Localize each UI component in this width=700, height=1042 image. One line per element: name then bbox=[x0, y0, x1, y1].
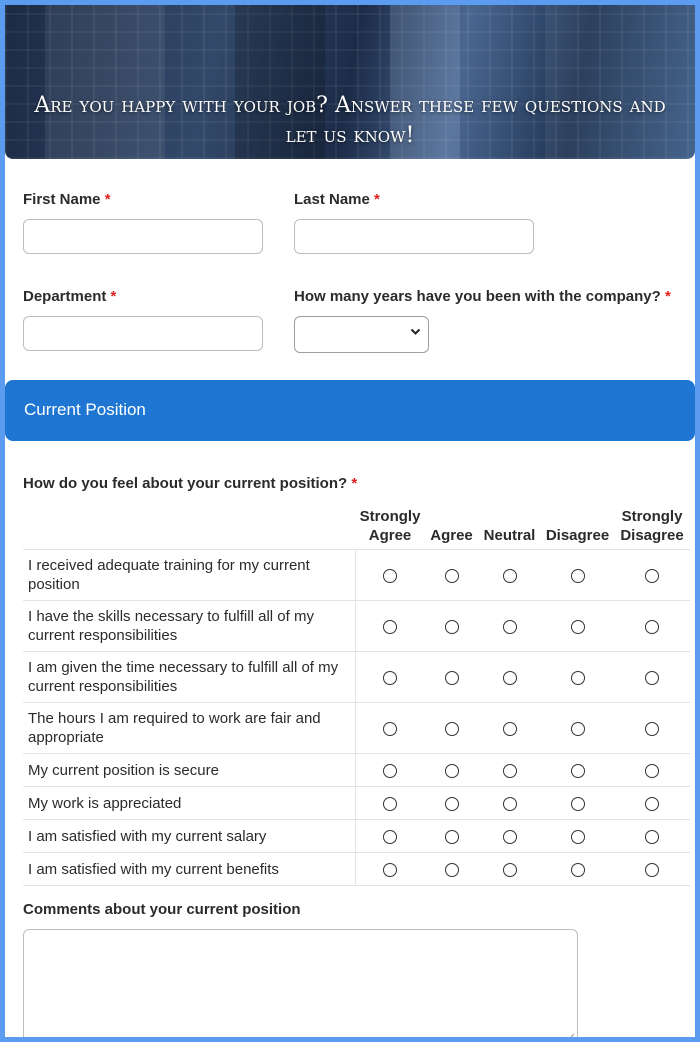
matrix-header-row bbox=[23, 505, 690, 550]
matrix-row-label: My work is appreciated bbox=[23, 787, 355, 820]
radio-neutral[interactable] bbox=[503, 764, 517, 778]
radio-strongly-agree[interactable] bbox=[383, 764, 397, 778]
radio-strongly-disagree[interactable] bbox=[645, 722, 659, 736]
radio-disagree[interactable] bbox=[571, 569, 585, 583]
radio-strongly-agree[interactable] bbox=[383, 620, 397, 634]
matrix-row-label: I received adequate training for my current position bbox=[23, 550, 355, 601]
form-container bbox=[5, 5, 695, 1037]
first-name-label: First Name * bbox=[23, 191, 111, 208]
radio-neutral[interactable] bbox=[503, 722, 517, 736]
radio-neutral[interactable] bbox=[503, 620, 517, 634]
resize-handle-icon[interactable] bbox=[567, 1033, 575, 1037]
matrix-row bbox=[23, 601, 690, 652]
matrix-row bbox=[23, 550, 690, 601]
department-input[interactable] bbox=[23, 316, 263, 351]
department-label: Department * bbox=[23, 288, 117, 305]
radio-neutral[interactable] bbox=[503, 830, 517, 844]
matrix-row bbox=[23, 853, 690, 886]
radio-disagree[interactable] bbox=[571, 764, 585, 778]
matrix-row bbox=[23, 787, 690, 820]
radio-strongly-disagree[interactable] bbox=[645, 764, 659, 778]
radio-disagree[interactable] bbox=[571, 863, 585, 877]
matrix-row-label: My current position is secure bbox=[23, 754, 355, 787]
column-agree: Agree bbox=[430, 527, 473, 544]
years-select[interactable] bbox=[294, 316, 429, 353]
radio-disagree[interactable] bbox=[571, 830, 585, 844]
matrix-row-label: I am satisfied with my current benefits bbox=[23, 853, 355, 886]
radio-disagree[interactable] bbox=[571, 671, 585, 685]
radio-strongly-disagree[interactable] bbox=[645, 863, 659, 877]
radio-strongly-agree[interactable] bbox=[383, 569, 397, 583]
matrix-row-label: I am satisfied with my current salary bbox=[23, 820, 355, 853]
radio-agree[interactable] bbox=[445, 863, 459, 877]
radio-strongly-disagree[interactable] bbox=[645, 569, 659, 583]
section-title: Current Position bbox=[24, 400, 146, 419]
column-strongly-disagree: Strongly Disagree bbox=[620, 508, 684, 544]
comments-textarea[interactable] bbox=[23, 929, 578, 1037]
radio-neutral[interactable] bbox=[503, 569, 517, 583]
matrix-row-label: The hours I am required to work are fair and appropriate bbox=[23, 703, 355, 754]
required-marker: * bbox=[104, 191, 111, 208]
radio-neutral[interactable] bbox=[503, 671, 517, 685]
radio-strongly-agree[interactable] bbox=[383, 671, 397, 685]
radio-agree[interactable] bbox=[445, 722, 459, 736]
radio-agree[interactable] bbox=[445, 671, 459, 685]
radio-strongly-disagree[interactable] bbox=[645, 620, 659, 634]
radio-disagree[interactable] bbox=[571, 620, 585, 634]
required-marker: * bbox=[374, 191, 380, 208]
last-name-label: Last Name * bbox=[294, 191, 380, 208]
chevron-down-icon bbox=[410, 326, 421, 337]
section-header bbox=[5, 380, 695, 441]
required-marker: * bbox=[110, 288, 117, 305]
matrix-row-label: I am given the time necessary to fulfill all of my current responsibilities bbox=[23, 652, 355, 703]
radio-disagree[interactable] bbox=[571, 722, 585, 736]
column-strongly-agree: Strongly Agree bbox=[359, 508, 421, 544]
matrix-row bbox=[23, 703, 690, 754]
comments-label: Comments about your current position bbox=[23, 901, 301, 918]
column-disagree: Disagree bbox=[545, 527, 610, 544]
radio-neutral[interactable] bbox=[503, 863, 517, 877]
required-marker: * bbox=[664, 288, 671, 305]
first-name-input[interactable] bbox=[23, 219, 263, 254]
radio-strongly-agree[interactable] bbox=[383, 722, 397, 736]
radio-strongly-disagree[interactable] bbox=[645, 671, 659, 685]
radio-disagree[interactable] bbox=[571, 797, 585, 811]
radio-strongly-disagree[interactable] bbox=[645, 830, 659, 844]
radio-strongly-disagree[interactable] bbox=[645, 797, 659, 811]
last-name-input[interactable] bbox=[294, 219, 534, 254]
matrix-row bbox=[23, 754, 690, 787]
rating-matrix bbox=[23, 505, 690, 886]
radio-agree[interactable] bbox=[445, 569, 459, 583]
radio-strongly-agree[interactable] bbox=[383, 797, 397, 811]
matrix-row-label: I have the skills necessary to fulfill all of my current responsibilities bbox=[23, 601, 355, 652]
header-banner bbox=[5, 5, 695, 159]
required-marker: * bbox=[351, 475, 358, 492]
matrix-row bbox=[23, 820, 690, 853]
radio-agree[interactable] bbox=[445, 764, 459, 778]
radio-agree[interactable] bbox=[445, 620, 459, 634]
form-title: Are you happy with your job? Answer these few questions and let us know! bbox=[34, 93, 666, 148]
radio-strongly-agree[interactable] bbox=[383, 830, 397, 844]
matrix-corner-cell bbox=[23, 505, 355, 550]
column-neutral: Neutral bbox=[483, 527, 536, 544]
radio-agree[interactable] bbox=[445, 797, 459, 811]
radio-neutral[interactable] bbox=[503, 797, 517, 811]
radio-agree[interactable] bbox=[445, 830, 459, 844]
matrix-question-label: How do you feel about your current position? * bbox=[23, 475, 358, 492]
radio-strongly-agree[interactable] bbox=[383, 863, 397, 877]
matrix-row bbox=[23, 652, 690, 703]
years-label: How many years have you been with the company? * bbox=[294, 288, 671, 305]
